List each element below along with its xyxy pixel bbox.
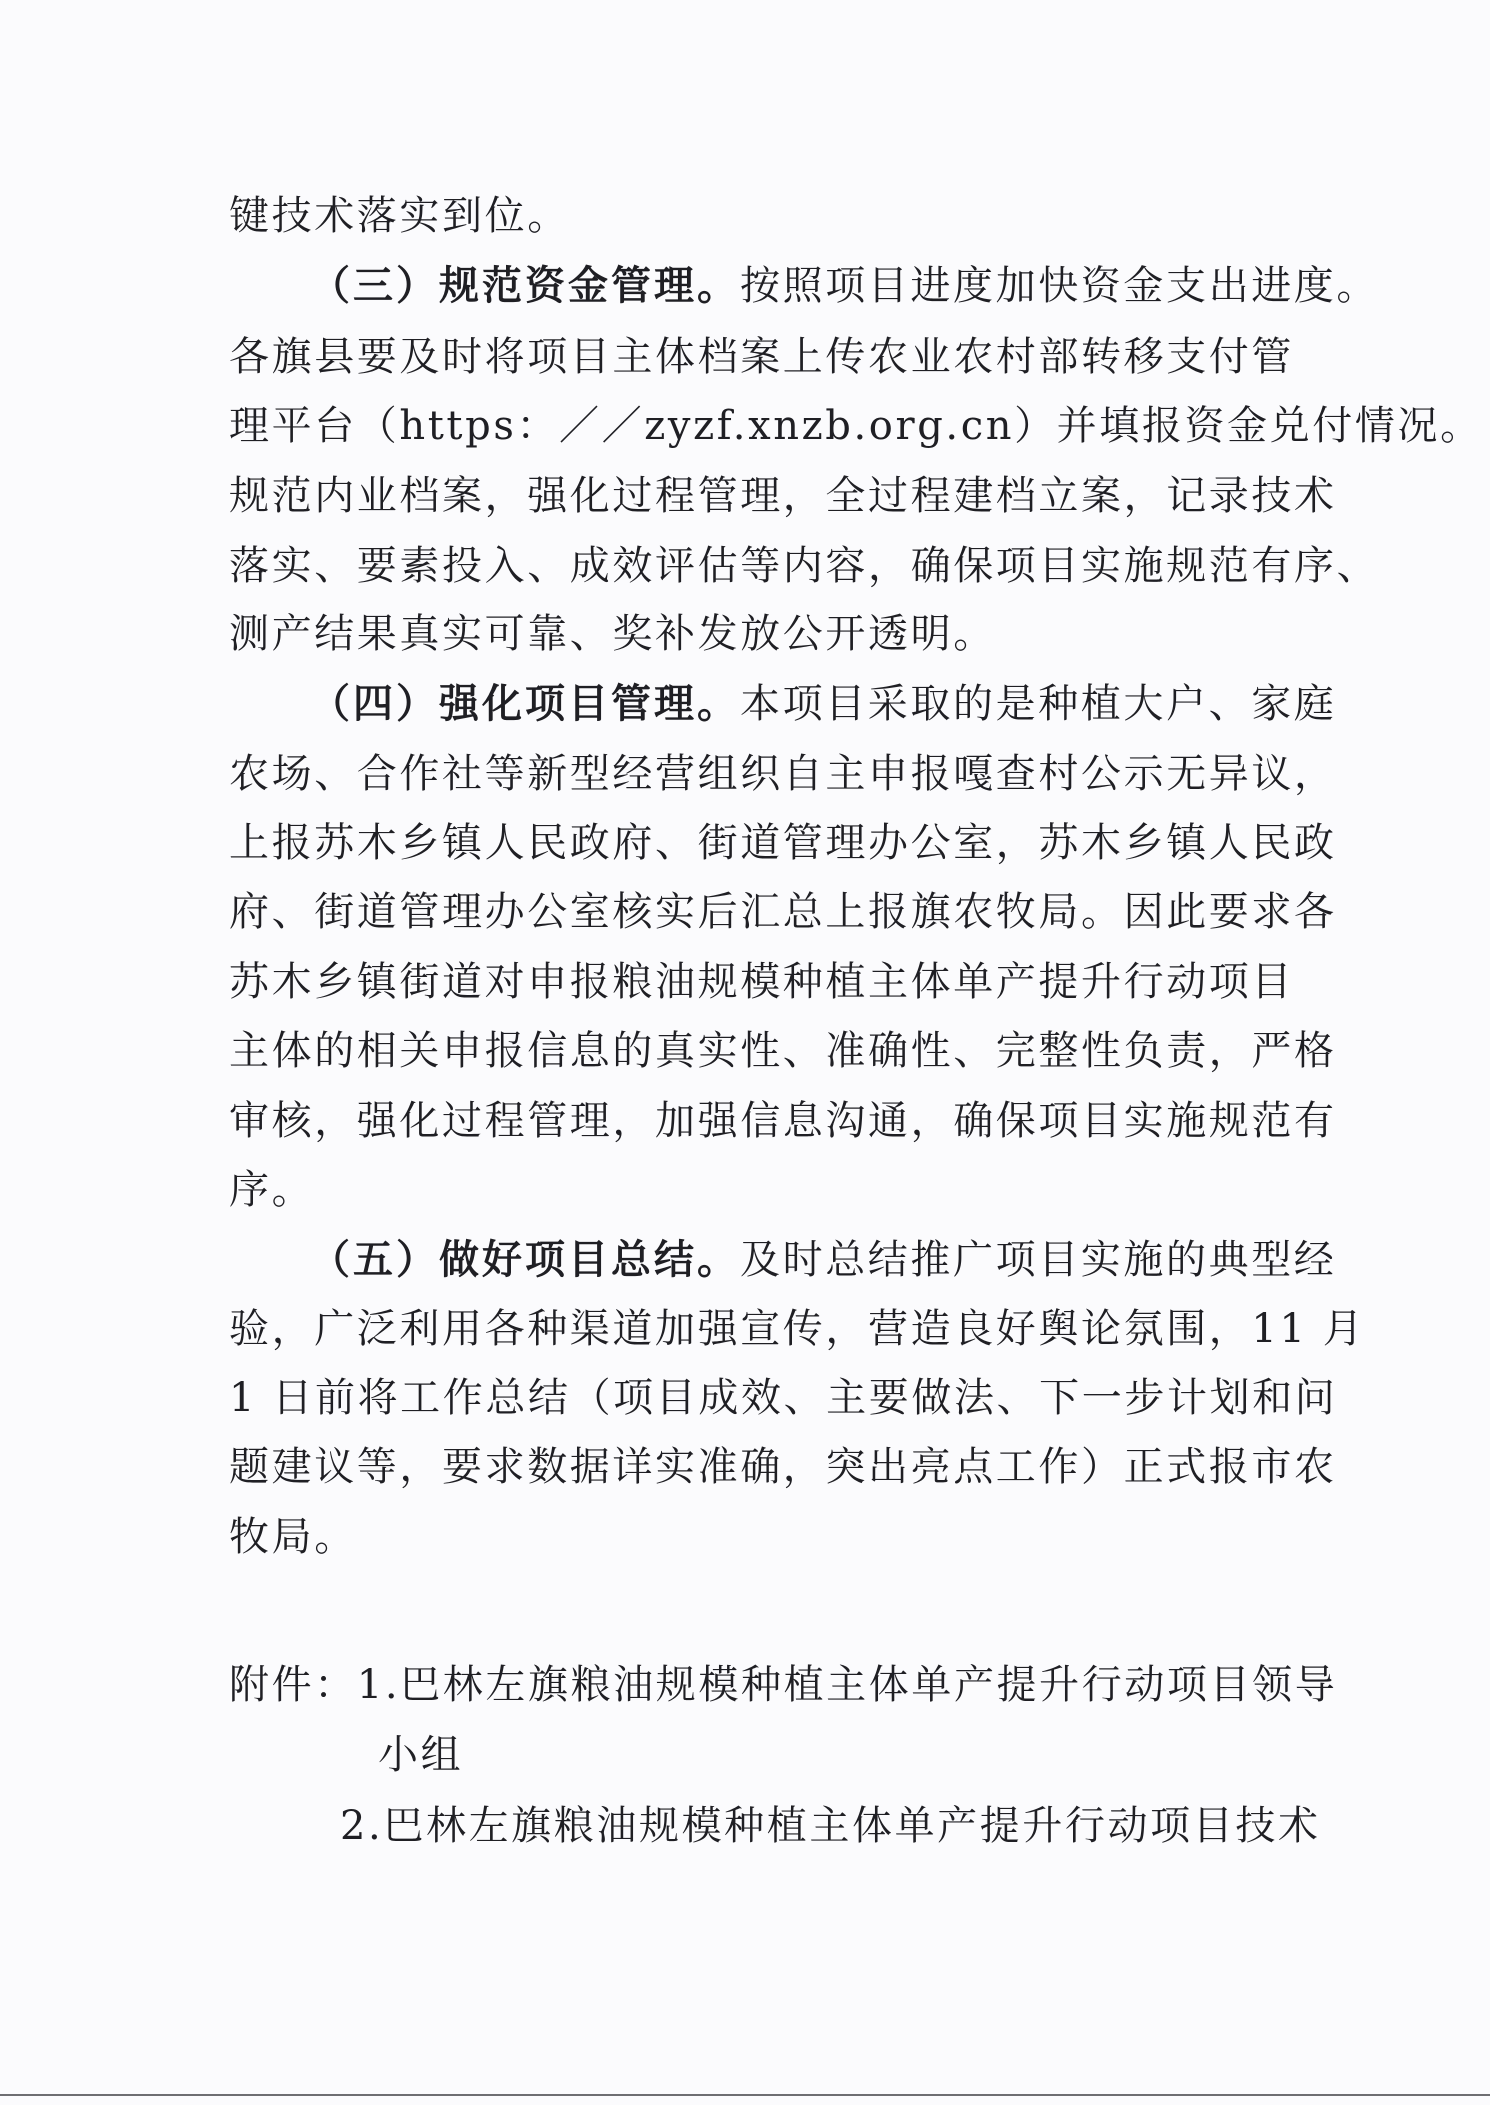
body-line: 1 日前将工作总结（项目成效、主要做法、下一步计划和问: [229, 1375, 1338, 1421]
section-lead-text-4: 本项目采取的是种植大户、家庭: [740, 681, 1337, 727]
section-paragraph-4: [310, 674, 1337, 734]
body-line: 府、街道管理办公室核实后汇总上报旗农牧局。因此要求各: [229, 889, 1337, 935]
section-lead-text-5: 及时总结推广项目实施的典型经: [740, 1237, 1337, 1283]
body-line: 验，广泛利用各种渠道加强宣传，营造良好舆论氛围，11 月: [229, 1306, 1366, 1352]
body-line: 理平台（https：／／zyzf.xnzb.org.cn）并填报资金兑付情况。: [229, 403, 1483, 449]
body-line: 测产结果真实可靠、奖补发放公开透明。: [229, 611, 996, 657]
section-heading-5: （五）做好项目总结。: [310, 1236, 740, 1283]
body-line: 上报苏木乡镇人民政府、街道管理办公室，苏木乡镇人民政: [229, 820, 1337, 866]
body-line: 苏木乡镇街道对申报粮油规模种植主体单产提升行动项目: [229, 959, 1294, 1005]
body-line: 规范内业档案，强化过程管理，全过程建档立案，记录技术: [229, 473, 1337, 519]
body-line: 审核，强化过程管理，加强信息沟通，确保项目实施规范有: [229, 1098, 1337, 1144]
section-heading-4: （四）强化项目管理。: [310, 680, 740, 727]
attachment-item-1-continuation: 小组: [378, 1732, 464, 1778]
attachment-list: [229, 1655, 1338, 1715]
attachment-item-1: 1.巴林左旗粮油规模种植主体单产提升行动项目领导: [356, 1662, 1338, 1708]
body-line: 键技术落实到位。: [229, 193, 570, 239]
scan-bottom-edge: [0, 2094, 1490, 2096]
section-paragraph-3: [310, 256, 1379, 316]
body-line: 各旗县要及时将项目主体档案上传农业农村部转移支付管: [229, 334, 1294, 380]
attachment-label: 附件：: [229, 1662, 357, 1708]
body-line: 牧局。: [229, 1514, 357, 1560]
section-paragraph-5: [310, 1230, 1337, 1290]
section-heading-3: （三）规范资金管理。: [310, 262, 740, 309]
section-lead-text-3: 按照项目进度加快资金支出进度。: [740, 263, 1379, 309]
attachment-item-2: 2.巴林左旗粮油规模种植主体单产提升行动项目技术: [340, 1803, 1321, 1849]
body-line: 序。: [229, 1167, 315, 1213]
body-line: 主体的相关申报信息的真实性、准确性、完整性负责，严格: [229, 1028, 1337, 1074]
body-line: 农场、合作社等新型经营组织自主申报嘎查村公示无异议，: [229, 751, 1337, 797]
body-line: 落实、要素投入、成效评估等内容，确保项目实施规范有序、: [229, 543, 1380, 589]
body-line: 题建议等，要求数据详实准确，突出亮点工作）正式报市农: [229, 1444, 1337, 1490]
